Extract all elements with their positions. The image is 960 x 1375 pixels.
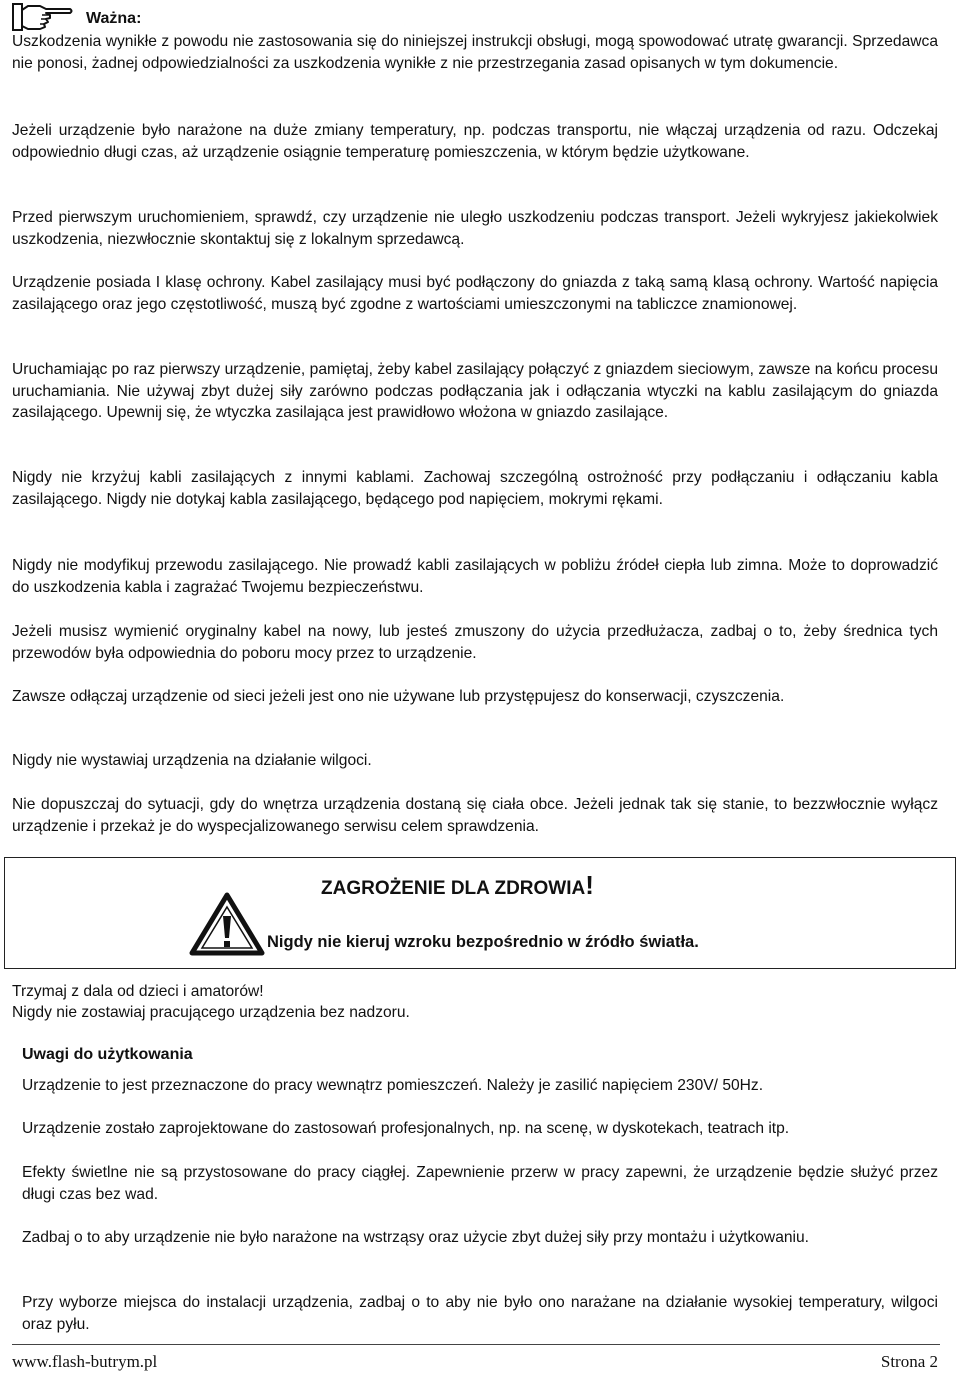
notice-paragraph-inspection: Przed pierwszym uruchomieniem, sprawdź, czy urządzenie nie uległo uszkodzeniu podczas transport. Jeżeli wykryjesz jakiekolwiek uszkodzenia, niezwłocznie skontaktuj się z lokalnym sprzedawcą. xyxy=(12,209,938,248)
notice-paragraph-disconnect: Zawsze odłączaj urządzenie od sieci jeżeli jest ono nie używane lub przystępujesz do konserwacji, czyszczenia. xyxy=(12,688,785,705)
footer-website: www.flash-butrym.pl xyxy=(12,1352,158,1371)
children-warning-line: Trzymaj z dala od dzieci i amatorów! xyxy=(12,983,264,1000)
usage-paragraph-breaks: Efekty świetlne nie są przystosowane do pracy ciągłej. Zapewnienie przerw w pracy zapewni, że urządzenie będzie służyć przez długi czas bez wad. xyxy=(22,1164,938,1203)
notice-paragraph-temperature: Jeżeli urządzenie było narażone na duże zmiany temperatury, np. podczas transportu, nie włączaj urządzenia od razu. Odczekaj odpowiednio długi czas, aż urządzenie osiągnie temperaturę pomieszczenia, w którym będzie użytkowane. xyxy=(12,122,938,161)
notice-paragraph-cable-handling: Nigdy nie krzyżuj kabli zasilających z innymi kablami. Zachowaj szczególną ostrożność przy podłączaniu i odłączaniu kabla zasilającego. Nigdy nie dotykaj kabla zasilającego, będącego pod napięciem, mokrymi rękami. xyxy=(12,469,938,508)
notice-paragraph-protection-class: Urządzenie posiada I klasę ochrony. Kabel zasilający musi być podłączony do gniazda z taką samą klasą ochrony. Wartość napięcia zasilającego oraz jego częstotliwość, muszą być zgodne z wartościami umieszczonymi na tabliczce znamionowej. xyxy=(12,274,938,313)
usage-paragraph-professional: Urządzenie zostało zaprojektowane do zastosowań profesjonalnych, np. na scenę, w dyskotekach, teatrach itp. xyxy=(22,1120,790,1137)
pointing-hand-icon xyxy=(12,2,74,32)
notice-title: Ważna: xyxy=(86,10,142,27)
usage-heading: Uwagi do użytkowania xyxy=(22,1046,193,1063)
usage-paragraph-location: Przy wyborze miejsca do instalacji urządzenia, zadbaj o to aby nie było ono narażane na działanie wysokiej temperatury, wilgoci oraz pyłu. xyxy=(22,1294,938,1333)
notice-paragraph-warranty: Uszkodzenia wynikłe z powodu nie zastosowania się do niniejszej instrukcji obsługi, mogą spowodować utratę gwarancji. Sprzedawca nie ponosi, żadnej odpowiedzialności za uszkodzenia wynikłe z nie przestrzegania zasad opisanych w tym dokumencie. xyxy=(12,33,938,72)
supervision-warning-line: Nigdy nie zostawiaj pracującego urządzenia bez nadzoru. xyxy=(12,1004,410,1021)
footer-page-number: Strona 2 xyxy=(880,1352,938,1371)
hazard-title-text: ZAGROŻENIE DLA ZDROWIA xyxy=(321,878,586,899)
usage-paragraph-shocks: Zadbaj o to aby urządzenie nie było narażone na wstrząsy oraz użycie zbyt dużej siły przy montażu i użytkowaniu. xyxy=(22,1229,810,1246)
usage-paragraph-indoor: Urządzenie to jest przeznaczone do pracy wewnątrz pomieszczeń. Należy je zasilić napięciem 230V/ 50Hz. xyxy=(22,1077,764,1094)
notice-paragraph-foreign-objects: Nie dopuszczaj do sytuacji, gdy do wnętrza urządzenia dostaną się ciała obce. Jeżeli jednak tak się stanie, to bezzwłocznie wyłącz urządzenie i przekaż je do wyspecjalizowanego serwisu celem sprawdzenia. xyxy=(12,796,938,835)
footer-divider xyxy=(12,1344,940,1345)
notice-paragraph-cable-modification: Nigdy nie modyfikuj przewodu zasilającego. Nie prowadź kabli zasilających w pobliżu źródeł ciepła lub zimna. Może to doprowadzić do uszkodzenia kabla i zagrażać Twojemu bezpieczeństwu. xyxy=(12,557,938,596)
notice-paragraph-moisture: Nigdy nie wystawiaj urządzenia na działanie wilgoci. xyxy=(12,752,372,769)
warning-triangle-icon xyxy=(189,892,265,956)
notice-paragraph-power-connection: Uruchamiając po raz pierwszy urządzenie, pamiętaj, żeby kabel zasilający połączyć z gniazdem sieciowym, zawsze na końcu procesu uruchamiania. Nie używaj zbyt dużej siły zarówno podczas podłączania jak i odłączania wtyczki na kablu zasilającym do gniazda zasilającego. Upewnij się, że wtyczka zasilająca jest prawidłowo włożona w gniazdo zasilające. xyxy=(12,361,938,421)
hazard-title-mark: ! xyxy=(585,870,594,900)
health-hazard-box xyxy=(4,857,956,969)
notice-paragraph-cable-replacement: Jeżeli musisz wymienić oryginalny kabel na nowy, lub jesteś zmuszony do użycia przedłużacza, zadbaj o to, żeby średnica tych przewodów była odpowiednia do poboru mocy przez to urządzenie. xyxy=(12,623,938,662)
hazard-title xyxy=(321,870,594,901)
hazard-text: Nigdy nie kieruj wzroku bezpośrednio w źródło światła. xyxy=(267,933,699,951)
